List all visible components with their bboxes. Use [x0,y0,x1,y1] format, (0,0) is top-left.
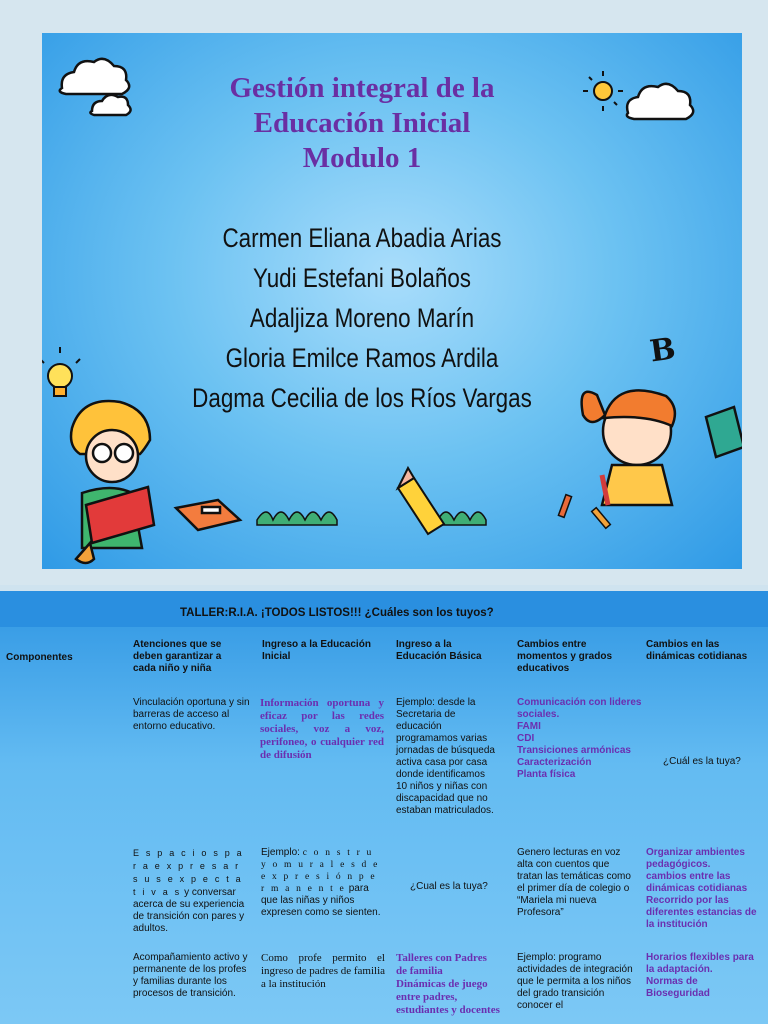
table-cell: Ejemplo: desde la Secretaria de educación programamos varias jornadas de búsqueda activa casa por casa donde identificamos 10 niños y niñas con discapacidad que no estaban matriculados. [396,697,495,816]
list-item: Normas de Bioseguridad [646,976,710,999]
list-item: CDI [517,733,535,744]
book-icon [176,500,240,530]
title-slide-canvas [42,33,742,569]
row-header-components: Componentes [6,652,73,663]
list-item: Caracterización [517,757,592,768]
list-item: Horarios flexibles para la adaptación. [646,952,754,975]
table-cell-list [396,952,500,1017]
author-name: Carmen Eliana Abadia Arias [222,223,502,253]
table-cell [133,847,249,935]
table-cell-list [646,847,764,931]
table-cell: Como profe permito el ingreso de padres de familia a la institución [261,952,386,990]
table-cell: Vinculación oportuna y sin barreras de acceso al entorno educativo. [133,697,250,732]
table-cell-list [646,952,764,1000]
spaced-text: c o n s t r u y o m u r a l e s d e e x p r e s i ó n p e r m a n e n t e [261,848,380,894]
list-item: Dinámicas de juego entre padres, estudiantes y docentes [396,978,500,1016]
author-name: Gloria Emilce Ramos Ardila [225,343,499,373]
workshop-title: TALLER:R.I.A. ¡TODOS LISTOS!!! ¿Cuáles son los tuyos? [180,607,494,619]
list-item: FAMI [517,721,541,732]
table-cell-list [517,697,642,781]
table-cell: Acompañamiento activo y permanente de los profes y familias durante los procesos de transición. [133,952,248,999]
spaced-text: E s p a c i o s p a r a e x p r e s a r s u s e x p e c t a t i v a s [133,848,244,897]
table-cell: Información oportuna y eficaz por las redes sociales, voz a voz, perifoneo, o cualquier red de difusión [260,697,384,761]
lightbulb-icon [42,347,80,396]
author-list [96,218,627,418]
column-header: Atenciones que se deben garantizar a cada niño y niña [133,639,222,674]
column-header: Ingreso a la Educación Básica [396,639,482,662]
workshop-slide [0,591,768,1024]
list-item: cambios entre las dinámicas cotidianas [646,871,748,894]
column-header: Ingreso a la Educación Inicial [262,639,371,662]
title-line: Modulo 1 [302,142,422,174]
author-name: Adaljiza Moreno Marín [249,303,475,333]
cell-text: y conversar acerca de su experiencia de transición con pares y adultos. [133,887,245,934]
title-line: Gestión integral de la [229,72,495,104]
author-name: Dagma Cecilia de los Ríos Vargas [192,383,532,413]
letter-b-decoration: B [647,331,678,370]
table-cell: ¿Cuál es la tuya? [663,756,741,767]
list-item: Comunicación con lideres sociales. [517,697,642,720]
author-name: Yudi Estefani Bolaños [252,263,472,293]
list-item: Organizar ambientes pedagógicos. [646,847,745,870]
presentation-title [42,71,682,176]
column-header: Cambios en las dinámicas cotidianas [646,639,748,662]
boy-reading-illustration [71,401,154,563]
cell-text: para que las niñas y niños expresen como se sienten. [261,883,381,918]
table-cell: ¿Cual es la tuya? [410,881,488,892]
list-item: Talleres con Padres de familia [396,952,487,977]
list-item: Planta física [517,769,576,780]
grass-decoration [257,512,486,525]
title-line: Educación Inicial [253,107,471,139]
list-item: Recorrido por las diferentes estancias de la institución [646,895,757,930]
list-item: Transiciones armónicas [517,745,631,756]
table-cell: Genero lecturas en voz alta con cuentos que tratan las temáticas como el primer día de colegio o “Mariela mi nueva Profesora” [517,847,631,918]
pencil-icon [398,468,444,534]
column-header: Cambios entre momentos y grados educativos [517,639,613,674]
table-cell [261,847,385,919]
cell-text: Ejemplo: [261,847,300,858]
table-cell: Ejemplo: programo actividades de integración que le permita a los niños del grado transición conocer el [517,952,633,1011]
